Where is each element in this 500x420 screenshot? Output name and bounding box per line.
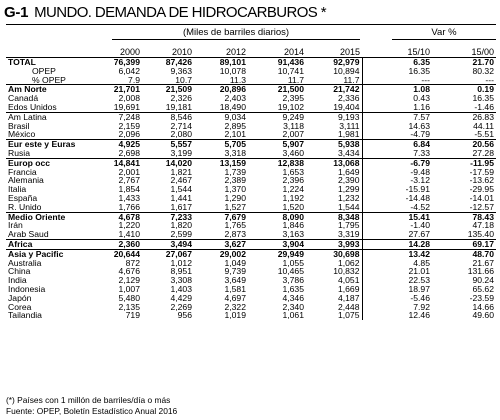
column-header: 2014	[283, 47, 304, 57]
cell-value: 1,019	[224, 311, 246, 321]
cell-value: 20,644	[90, 249, 142, 258]
cell-value: 2,448	[337, 302, 360, 312]
cell-value: -4.79	[362, 130, 432, 139]
cell-value: 2,360	[90, 239, 142, 249]
cell-value: 3,494	[142, 239, 194, 249]
row-label: % OPEP	[32, 75, 66, 85]
cell-value: 27,067	[142, 249, 194, 258]
cell-value: 3,434	[337, 148, 360, 158]
cell-value: 5,705	[194, 140, 248, 149]
cell-value: 719	[125, 311, 140, 321]
cell-value: 13.42	[362, 249, 432, 258]
cell-value: -9.48	[362, 168, 432, 177]
cell-value: -29.95	[469, 185, 494, 194]
cell-value: 90.24	[472, 276, 494, 285]
row-label: Asia y Pacific	[6, 249, 90, 258]
row-label: México	[8, 130, 36, 140]
cell-value: 2,159	[118, 121, 140, 131]
column-header: 15/00	[471, 47, 494, 57]
cell-value: 4.85	[362, 259, 432, 268]
cell-value: 2,767	[118, 176, 140, 186]
cell-value: 11.7	[343, 75, 360, 85]
cell-value: 6,042	[118, 66, 140, 76]
cell-value: 1,370	[224, 185, 246, 194]
cell-value: 48.70	[432, 249, 496, 258]
cell-value: 1,049	[224, 258, 246, 268]
cell-value: 1,649	[337, 167, 360, 177]
row-label: Brasil	[8, 121, 30, 131]
cell-value: 1,981	[337, 130, 360, 140]
cell-value: 2,007	[282, 130, 304, 140]
cell-value: 2,599	[170, 230, 192, 240]
cell-value: -1.40	[362, 221, 432, 230]
cell-value: 14,020	[142, 158, 194, 167]
cell-value: 2,269	[170, 302, 192, 312]
table-row	[6, 303, 496, 312]
var-group-header: Var %	[431, 27, 457, 38]
table-row	[6, 276, 496, 285]
cell-value: 5,480	[118, 293, 140, 303]
cell-value: 2,322	[224, 302, 246, 312]
cell-value: 14.28	[362, 239, 432, 249]
row-label: Edos Unidos	[8, 102, 57, 112]
cell-value: ---	[485, 75, 494, 85]
cell-value: 5,557	[142, 140, 194, 149]
title-text: MUNDO. DEMANDA DE HIDROCARBUROS *	[34, 4, 327, 21]
table-title	[4, 3, 326, 23]
cell-value: -17.59	[469, 167, 494, 177]
column-header: 2010	[171, 47, 192, 57]
title-code: G-1	[4, 4, 29, 21]
row-label: Indonesia	[8, 284, 46, 294]
cell-value: 14.66	[472, 302, 494, 312]
cell-value: -23.59	[469, 293, 494, 303]
cell-value: 29,002	[194, 249, 248, 258]
cell-value: 1,617	[170, 202, 192, 212]
cell-value: 956	[177, 311, 192, 321]
cell-value: 9,193	[306, 112, 362, 121]
cell-value: 8,348	[306, 212, 362, 221]
row-label: Africa	[6, 239, 90, 249]
cell-value: 1.16	[362, 103, 432, 112]
cell-value: 30,698	[306, 249, 362, 258]
cell-value: 7,233	[142, 212, 194, 221]
column-header: 2012	[225, 47, 246, 57]
cell-value: 3,786	[282, 276, 304, 285]
table-row	[6, 158, 496, 167]
cell-value: 47.18	[472, 221, 494, 231]
cell-value: 10,078	[219, 66, 246, 76]
cell-value: 5,907	[248, 140, 306, 149]
row-label: TOTAL	[6, 58, 90, 67]
cell-value: 3,460	[282, 148, 304, 158]
table-row	[6, 140, 496, 149]
cell-value: 1,061	[282, 311, 304, 321]
cell-value: 78.43	[432, 212, 496, 221]
cell-value: 4,429	[170, 293, 192, 303]
label-column-header	[6, 47, 90, 58]
cell-value: 1,765	[224, 221, 246, 231]
cell-value: 2,096	[118, 130, 140, 140]
cell-value: 13,068	[306, 158, 362, 167]
cell-value: 26.83	[432, 112, 496, 121]
cell-value: 8,090	[248, 212, 306, 221]
row-label: OPEP	[32, 66, 56, 76]
cell-value: 1,441	[170, 193, 192, 203]
cell-value: 7.57	[362, 112, 432, 121]
cell-value: 2,698	[118, 148, 140, 158]
cell-value: 2,895	[224, 121, 246, 131]
cell-value: 91,436	[248, 58, 306, 67]
cell-value: 12.46	[362, 311, 432, 320]
cell-value: 16.35	[472, 94, 494, 103]
cell-value: -1.46	[474, 102, 494, 112]
cell-value: 1,821	[170, 167, 192, 177]
cell-value: 19,404	[333, 102, 360, 112]
cell-value: -11.95	[432, 158, 496, 167]
cell-value: 2,135	[118, 302, 140, 312]
cell-value: 1,220	[118, 221, 140, 231]
cell-value: 2,101	[224, 130, 246, 140]
cell-value: 16.35	[362, 67, 432, 76]
row-label: Am Norte	[6, 85, 90, 94]
cell-value: 131.66	[467, 267, 494, 277]
row-label: Alemania	[8, 176, 44, 186]
cell-value: 6.35	[362, 58, 432, 67]
footnote-source: Fuente: OPEP, Boletín Estadístico Anual 2016	[6, 406, 178, 416]
table-row	[6, 221, 496, 230]
cell-value: -3.12	[362, 176, 432, 185]
cell-value: 0.43	[362, 94, 432, 103]
footnote-countries: (*) Países con 1 millón de barriles/día o más	[6, 395, 171, 405]
cell-value: -4.52	[362, 203, 432, 212]
cell-value: 9,034	[194, 112, 248, 121]
row-label: Am Latina	[6, 112, 90, 121]
cell-value: 2,467	[170, 176, 192, 186]
var-group-underline	[392, 39, 496, 40]
cell-value: 7,248	[90, 112, 142, 121]
demand-table	[6, 47, 496, 320]
unit-group-underline	[112, 39, 360, 40]
cell-value: 2,001	[118, 167, 140, 177]
table-row	[6, 94, 496, 103]
table-row	[6, 76, 496, 85]
table-row	[6, 311, 496, 320]
cell-value: 1,766	[118, 202, 140, 212]
row-label: India	[8, 276, 27, 285]
cell-value: -6.79	[362, 158, 432, 167]
cell-value: 3,904	[248, 239, 306, 249]
row-label: Corea	[8, 302, 32, 312]
row-label: Australia	[8, 258, 42, 268]
cell-value: 22.53	[362, 276, 432, 285]
row-label: China	[8, 267, 31, 277]
cell-value: 14.63	[362, 122, 432, 131]
cell-value: 7,679	[194, 212, 248, 221]
cell-value: 1,012	[170, 258, 192, 268]
cell-value: 3,649	[224, 276, 246, 285]
row-label: España	[8, 193, 38, 203]
cell-value: 1,820	[170, 221, 192, 231]
table-row	[6, 259, 496, 268]
cell-value: 4,678	[90, 212, 142, 221]
cell-value: 3,993	[306, 239, 362, 249]
row-label: Canadá	[8, 94, 39, 103]
cell-value: -15.91	[362, 185, 432, 194]
cell-value: 19,181	[165, 102, 192, 112]
cell-value: 20,896	[194, 85, 248, 94]
cell-value: -5.46	[362, 294, 432, 303]
cell-value: 6.84	[362, 140, 432, 149]
unit-group-header: (Miles de barriles diarios)	[182, 27, 290, 38]
row-label: Francia	[8, 167, 37, 177]
cell-value: 1,433	[118, 193, 140, 203]
cell-value: 1,007	[118, 284, 140, 294]
table-row	[6, 149, 496, 158]
cell-value: 1,299	[337, 185, 360, 194]
cell-value: 21.01	[362, 267, 432, 276]
row-label: Italia	[8, 185, 27, 194]
cell-value: 65.62	[472, 284, 494, 294]
table-row	[6, 130, 496, 139]
cell-value: 10,465	[277, 267, 304, 277]
top-rule	[6, 24, 496, 25]
row-label: Rusia	[8, 148, 30, 158]
cell-value: 2,129	[118, 276, 140, 285]
cell-value: 10,741	[277, 66, 304, 76]
cell-value: 44.11	[473, 121, 494, 131]
table-row	[6, 58, 496, 67]
row-label: Europ occ	[6, 158, 90, 167]
row-label: Irán	[8, 221, 23, 231]
cell-value: 12,838	[248, 158, 306, 167]
cell-value: 1,062	[337, 258, 360, 268]
cell-value: 10.7	[175, 75, 192, 85]
cell-value: 3,318	[224, 148, 246, 158]
cell-value: 11.7	[287, 75, 304, 85]
cell-value: 1,224	[282, 185, 304, 194]
cell-value: 3,111	[339, 121, 360, 131]
cell-value: 92,979	[306, 58, 362, 67]
cell-value: 1,653	[282, 167, 304, 177]
cell-value: 2,336	[337, 94, 360, 103]
cell-value: 2,389	[224, 176, 246, 186]
cell-value: 1,635	[282, 284, 304, 294]
cell-value: 1,410	[118, 230, 140, 240]
table-row	[6, 294, 496, 303]
table-row	[6, 112, 496, 121]
table-row	[6, 285, 496, 294]
cell-value: 19,691	[113, 102, 140, 112]
cell-value: 21.70	[432, 58, 496, 67]
cell-value: 1,669	[337, 284, 360, 294]
cell-value: 80.32	[472, 66, 494, 76]
cell-value: -14.01	[469, 193, 494, 203]
cell-value: 2,395	[282, 94, 304, 103]
table-row	[6, 249, 496, 258]
cell-value: 14,841	[90, 158, 142, 167]
cell-value: 4,676	[118, 267, 140, 277]
cell-value: 9,249	[248, 112, 306, 121]
cell-value: -12.57	[469, 202, 494, 212]
cell-value: 10,832	[333, 267, 360, 277]
cell-value: 21,500	[248, 85, 306, 94]
cell-value: 1,055	[282, 258, 304, 268]
cell-value: 1,795	[337, 221, 360, 231]
cell-value: 2,326	[170, 94, 192, 103]
cell-value: 2,403	[224, 94, 246, 103]
cell-value: 18,490	[219, 102, 246, 112]
table-row	[6, 194, 496, 203]
row-label: Tailandia	[8, 311, 42, 321]
cell-value: 11.3	[229, 75, 246, 85]
column-header: 15/10	[407, 47, 430, 57]
cell-value: 2,008	[118, 94, 140, 103]
table-row	[6, 67, 496, 76]
cell-value: 3,319	[337, 230, 360, 240]
cell-value: 9,739	[224, 267, 246, 277]
cell-value: 89,101	[194, 58, 248, 67]
cell-value: 1,520	[282, 202, 304, 212]
table-row	[6, 230, 496, 239]
cell-value: 27.28	[472, 148, 494, 158]
column-header: 2000	[119, 47, 140, 57]
table-body	[6, 58, 496, 321]
cell-value: 2,396	[282, 176, 304, 186]
cell-value: 76,399	[90, 58, 142, 67]
column-header: 2015	[339, 47, 360, 57]
cell-value: 29,949	[248, 249, 306, 258]
cell-value: 1,403	[170, 284, 192, 294]
cell-value: 21,509	[142, 85, 194, 94]
cell-value: 27.67	[362, 230, 432, 239]
table-row	[6, 122, 496, 131]
cell-value: 2,390	[337, 176, 360, 186]
cell-value: -14.48	[362, 194, 432, 203]
table-row	[6, 212, 496, 221]
cell-value: 3,627	[194, 239, 248, 249]
cell-value: 3,163	[282, 230, 304, 240]
row-label: R. Unido	[8, 202, 42, 212]
table-row	[6, 168, 496, 177]
cell-value: 1,075	[337, 311, 360, 321]
cell-value: 10,894	[333, 66, 360, 76]
cell-value: -5.51	[474, 130, 494, 140]
cell-value: 1,739	[224, 167, 246, 177]
table-row	[6, 239, 496, 249]
cell-value: 69.17	[432, 239, 496, 249]
row-label: Japón	[8, 293, 32, 303]
cell-value: 7.92	[362, 303, 432, 312]
cell-value: 21,701	[90, 85, 142, 94]
cell-value: 21.67	[472, 258, 494, 268]
cell-value: 872	[125, 258, 140, 268]
cell-value: 15.41	[362, 212, 432, 221]
table-row	[6, 185, 496, 194]
cell-value: 4,925	[90, 140, 142, 149]
cell-value: 8,951	[170, 267, 192, 277]
cell-value: 49.60	[472, 311, 494, 321]
row-label: Medio Oriente	[6, 212, 90, 221]
cell-value: 2,714	[170, 121, 192, 131]
table-row	[6, 203, 496, 212]
cell-value: 4,697	[224, 293, 246, 303]
cell-value: ---	[362, 76, 432, 85]
table-row	[6, 267, 496, 276]
cell-value: -13.62	[469, 176, 494, 186]
cell-value: 1,846	[282, 221, 304, 231]
column-header-row	[6, 47, 496, 58]
cell-value: 135.40	[467, 230, 494, 240]
cell-value: 5,938	[306, 140, 362, 149]
cell-value: 2,080	[170, 130, 192, 140]
cell-value: 9,363	[170, 66, 192, 76]
table-row	[6, 176, 496, 185]
cell-value: 87,426	[142, 58, 194, 67]
cell-value: 3,199	[170, 148, 192, 158]
cell-value: 4,346	[282, 293, 304, 303]
cell-value: 1,192	[282, 193, 304, 203]
cell-value: 8,546	[142, 112, 194, 121]
cell-value: 1,544	[170, 185, 192, 194]
table-row	[6, 85, 496, 94]
cell-value: 4,051	[337, 276, 360, 285]
cell-value: 13,159	[194, 158, 248, 167]
cell-value: 1,527	[224, 202, 246, 212]
cell-value: 21,742	[306, 85, 362, 94]
cell-value: 7.9	[128, 75, 140, 85]
cell-value: 1,290	[224, 193, 246, 203]
cell-value: 0.19	[432, 85, 496, 94]
cell-value: 19,102	[277, 102, 304, 112]
row-label: Arab Saud	[8, 230, 49, 240]
cell-value: 1,544	[337, 202, 360, 212]
cell-value: 1.08	[362, 85, 432, 94]
cell-value: 20.56	[432, 140, 496, 149]
row-label: Eur este y Euras	[6, 140, 90, 149]
cell-value: 1,232	[337, 193, 360, 203]
cell-value: 18.97	[362, 285, 432, 294]
cell-value: 7.33	[362, 149, 432, 158]
cell-value: 3,308	[170, 276, 192, 285]
cell-value: 3,118	[283, 121, 304, 131]
cell-value: 1,581	[224, 284, 246, 294]
cell-value: 1,854	[118, 185, 140, 194]
cell-value: 2,873	[224, 230, 246, 240]
cell-value: 2,340	[282, 302, 304, 312]
cell-value: 4,187	[337, 293, 360, 303]
table-row	[6, 103, 496, 112]
